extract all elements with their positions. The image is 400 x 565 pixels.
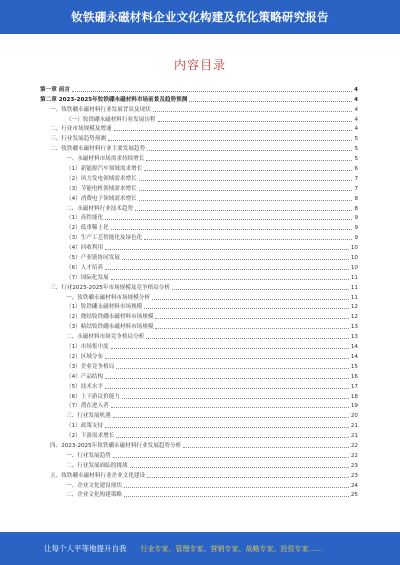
toc-page-number: 24 bbox=[350, 482, 358, 489]
toc-entry-text: （一）钕铁硼永磁材料行业发展历程 bbox=[66, 116, 156, 123]
toc-dot-leader bbox=[146, 160, 352, 161]
toc-page-number: 15 bbox=[350, 363, 358, 370]
toc-dot-leader bbox=[116, 368, 349, 369]
toc-entry[interactable] bbox=[40, 173, 358, 183]
toc-dot-leader bbox=[105, 249, 349, 250]
toc-dot-leader bbox=[113, 417, 349, 418]
toc-entry-text: （1）高性能化 bbox=[66, 215, 104, 222]
toc-dot-leader bbox=[113, 457, 349, 458]
toc-entry[interactable] bbox=[40, 401, 358, 411]
toc-list bbox=[40, 84, 358, 499]
toc-entry[interactable] bbox=[40, 381, 358, 391]
toc-dot-leader bbox=[122, 259, 349, 260]
toc-page-number: 8 bbox=[354, 195, 358, 202]
toc-dot-leader bbox=[124, 496, 349, 497]
toc-entry-text: 四、2023-2025年钕铁硼永磁材料行业发展趋势分析 bbox=[50, 442, 182, 449]
toc-entry-text: （2）下游需求增长 bbox=[66, 433, 115, 440]
toc-page-number: 23 bbox=[350, 462, 358, 469]
toc-entry[interactable] bbox=[40, 124, 358, 134]
toc-page-number: 19 bbox=[350, 403, 358, 410]
toc-entry[interactable] bbox=[40, 272, 358, 282]
toc-entry-text: （2）低重稀土化 bbox=[66, 225, 109, 232]
toc-dot-leader bbox=[105, 427, 349, 428]
toc-entry-text: 第二章 2023-2025年钕铁硼永磁材料市场前景及趋势预测 bbox=[40, 96, 188, 103]
toc-entry-text: （1）钕铁硼永磁材料市场规模 bbox=[66, 304, 143, 311]
toc-entry[interactable] bbox=[40, 410, 358, 420]
toc-page-number: 22 bbox=[350, 452, 358, 459]
toc-entry-text: （1）市场集中度 bbox=[66, 344, 109, 351]
toc-entry-text: 一、钕铁硼永磁材料行业发展背景及现状 bbox=[50, 106, 151, 113]
toc-page-number: 12 bbox=[350, 314, 358, 321]
toc-entry-text: （5）产业链协同发展 bbox=[66, 255, 120, 262]
toc-dot-leader bbox=[183, 447, 349, 448]
toc-entry[interactable] bbox=[40, 242, 358, 252]
toc-dot-leader bbox=[105, 358, 349, 359]
toc-page-number: 11 bbox=[350, 294, 358, 301]
toc-dot-leader bbox=[189, 101, 352, 102]
toc-page-number: 5 bbox=[354, 146, 358, 153]
toc-entry[interactable] bbox=[40, 341, 358, 351]
toc-entry[interactable] bbox=[40, 490, 358, 500]
toc-page-number: 9 bbox=[354, 225, 358, 232]
toc-entry[interactable] bbox=[40, 114, 358, 124]
toc-entry-text: 五、钕铁硼永磁材料行业企业文化建设 bbox=[50, 472, 146, 479]
toc-heading: 内容目录 bbox=[173, 58, 226, 72]
toc-dot-leader bbox=[155, 318, 348, 319]
toc-dot-leader bbox=[147, 150, 352, 151]
toc-entry-text: 三、行业发展趋势预测 bbox=[50, 136, 106, 143]
toc-entry[interactable] bbox=[40, 262, 358, 272]
toc-entry-text: （6）人才培养 bbox=[66, 264, 104, 271]
toc-page-number: 8 bbox=[354, 205, 358, 212]
toc-entry[interactable] bbox=[40, 302, 358, 312]
toc-entry[interactable] bbox=[40, 420, 358, 430]
toc-entry[interactable] bbox=[40, 94, 358, 104]
toc-page-number: 21 bbox=[350, 423, 358, 430]
toc-dot-leader bbox=[105, 388, 349, 389]
toc-entry-text: 一、永磁材料市场需求持续增长 bbox=[66, 156, 145, 163]
toc-entry[interactable] bbox=[40, 311, 358, 321]
toc-dot-leader bbox=[139, 190, 353, 191]
toc-dot-leader bbox=[144, 239, 352, 240]
toc-entry-text: 二、企业文化构建策略 bbox=[66, 492, 122, 499]
toc-dot-leader bbox=[105, 269, 349, 270]
toc-dot-leader bbox=[155, 328, 348, 329]
toc-page-number: 14 bbox=[350, 344, 358, 351]
toc-page-number: 4 bbox=[354, 86, 358, 93]
toc-entry-text: （3）节能电机领域需求增长 bbox=[66, 185, 137, 192]
toc-entry-text: （1）新能源汽车领域需求增长 bbox=[66, 166, 143, 173]
header-bar bbox=[0, 0, 400, 34]
toc-dot-leader bbox=[116, 437, 349, 438]
toc-page-number: 4 bbox=[354, 106, 358, 113]
toc-entry-text: 第一章 前言 bbox=[40, 86, 70, 93]
toc-page-number: 13 bbox=[350, 334, 358, 341]
toc-dot-leader bbox=[111, 407, 349, 408]
toc-page-number: 18 bbox=[350, 393, 358, 400]
footer-slogan: 让每个人平等地提升自我 bbox=[44, 544, 127, 553]
toc-entry-text: （4）回收利用 bbox=[66, 245, 104, 252]
toc-dot-leader bbox=[153, 111, 353, 112]
report-title: 钕铁硼永磁材料企业文化构建及优化策略研究报告 bbox=[71, 10, 329, 24]
toc-entry-text: （3）粘结钕铁硼永磁材料市场规模 bbox=[66, 324, 154, 331]
toc-entry-text: （5）技术水平 bbox=[66, 383, 104, 390]
toc-page-number: 5 bbox=[354, 136, 358, 143]
toc-entry-text: （2）风力发电领域需求增长 bbox=[66, 175, 137, 182]
toc-entry[interactable] bbox=[40, 143, 358, 153]
toc-entry-text: 三、行业发展机遇 bbox=[66, 413, 111, 420]
toc-page-number: 12 bbox=[350, 304, 358, 311]
toc-entry[interactable] bbox=[40, 371, 358, 381]
toc-dot-leader bbox=[139, 200, 353, 201]
toc-entry[interactable] bbox=[40, 153, 358, 163]
toc-entry-text: （7）国际化发展 bbox=[66, 274, 109, 281]
toc-entry[interactable] bbox=[40, 203, 358, 213]
toc-entry-text: （2）区域分布 bbox=[66, 353, 104, 360]
toc-entry[interactable] bbox=[40, 480, 358, 490]
toc-page-number: 16 bbox=[350, 373, 358, 380]
toc-page-number: 11 bbox=[350, 274, 358, 281]
toc-dot-leader bbox=[158, 121, 353, 122]
toc-entry-text: （4）产品结构 bbox=[66, 373, 104, 380]
toc-page-number: 20 bbox=[350, 413, 358, 420]
toc-entry-text: 二、钕铁硼永磁材料行业主要发展趋势 bbox=[50, 146, 146, 153]
toc-dot-leader bbox=[111, 229, 353, 230]
toc-entry-text: 一、行业发展趋势 bbox=[66, 452, 111, 459]
toc-entry-text: 一、企业文化建设现状 bbox=[66, 482, 122, 489]
toc-entry[interactable] bbox=[40, 450, 358, 460]
toc-entry-text: （3）企业竞争格局 bbox=[66, 363, 115, 370]
toc-page-number: 7 bbox=[354, 175, 358, 182]
toc-page-number: 14 bbox=[350, 353, 358, 360]
toc-page-number: 4 bbox=[354, 96, 358, 103]
toc-entry-text: （7）潜在进入者 bbox=[66, 403, 109, 410]
toc-entry-text: （2）烧结钕铁硼永磁材料市场规模 bbox=[66, 314, 154, 321]
toc-dot-leader bbox=[105, 219, 352, 220]
toc-dot-leader bbox=[111, 348, 349, 349]
toc-dot-leader bbox=[105, 378, 349, 379]
toc-entry-text: 二、行业市场规模及增速 bbox=[50, 126, 112, 133]
toc-page-number: 13 bbox=[350, 324, 358, 331]
toc-entry[interactable] bbox=[40, 331, 358, 341]
toc-dot-leader bbox=[111, 279, 349, 280]
toc-page-number: 9 bbox=[354, 215, 358, 222]
toc-page-number: 10 bbox=[350, 245, 358, 252]
toc-dot-leader bbox=[122, 398, 349, 399]
toc-entry-text: （4）消费电子领域需求增长 bbox=[66, 195, 137, 202]
toc-page-number: 22 bbox=[350, 442, 358, 449]
toc-entry-text: （1）政策支持 bbox=[66, 423, 104, 430]
toc-dot-leader bbox=[172, 289, 349, 290]
toc-dot-leader bbox=[124, 487, 349, 488]
toc-dot-leader bbox=[108, 140, 352, 141]
toc-entry[interactable] bbox=[40, 163, 358, 173]
toc-entry[interactable] bbox=[40, 104, 358, 114]
toc-entry[interactable] bbox=[40, 470, 358, 480]
toc-page-number: 4 bbox=[354, 126, 358, 133]
toc-entry-text: 二、行业发展面临的挑战 bbox=[66, 462, 128, 469]
toc-dot-leader bbox=[147, 477, 349, 478]
toc-page-number: 21 bbox=[350, 433, 358, 440]
toc-page-number: 9 bbox=[354, 235, 358, 242]
toc-page-number: 7 bbox=[354, 185, 358, 192]
toc-entry-text: （3）生产工艺智能化及绿色化 bbox=[66, 235, 143, 242]
toc-entry[interactable] bbox=[40, 84, 358, 94]
toc-entry[interactable] bbox=[40, 460, 358, 470]
toc-entry[interactable] bbox=[40, 391, 358, 401]
toc-page-number: 6 bbox=[354, 166, 358, 173]
toc-dot-leader bbox=[144, 170, 352, 171]
toc-entry[interactable] bbox=[40, 282, 358, 292]
toc-dot-leader bbox=[139, 180, 353, 181]
toc-dot-leader bbox=[144, 308, 349, 309]
toc-entry[interactable] bbox=[40, 222, 358, 232]
toc-entry[interactable] bbox=[40, 213, 358, 223]
toc-dot-leader bbox=[114, 130, 353, 131]
toc-entry[interactable] bbox=[40, 361, 358, 371]
toc-entry-text: 一、钕铁硼永磁材料市场规模分析 bbox=[66, 294, 150, 301]
toc-page-number: 10 bbox=[350, 255, 358, 262]
toc-entry-text: 二、永磁材料市场竞争格局分析 bbox=[66, 334, 145, 341]
toc-dot-leader bbox=[72, 91, 352, 92]
toc-entry[interactable] bbox=[40, 252, 358, 262]
toc-entry[interactable] bbox=[40, 292, 358, 302]
toc-dot-leader bbox=[146, 338, 349, 339]
toc-entry[interactable] bbox=[40, 430, 358, 440]
toc-entry[interactable] bbox=[40, 133, 358, 143]
toc-entry[interactable] bbox=[40, 183, 358, 193]
toc-dot-leader bbox=[152, 299, 349, 300]
toc-entry[interactable] bbox=[40, 321, 358, 331]
toc-page-number: 17 bbox=[350, 383, 358, 390]
toc-dot-leader bbox=[130, 467, 349, 468]
toc-entry[interactable] bbox=[40, 351, 358, 361]
toc-page-number: 23 bbox=[350, 472, 358, 479]
toc-page-number: 10 bbox=[350, 264, 358, 271]
toc-entry[interactable] bbox=[40, 440, 358, 450]
toc-entry-text: 二、永磁材料行业技术趋势 bbox=[66, 205, 134, 212]
toc-page-number: 4 bbox=[354, 116, 358, 123]
toc-dot-leader bbox=[135, 210, 352, 211]
toc-page-number: 5 bbox=[354, 156, 358, 163]
toc-entry-text: 三、行业2023-2025年市场规模及竞争格局分析 bbox=[50, 284, 170, 291]
toc-entry[interactable] bbox=[40, 232, 358, 242]
footer-roles: 行业专家、管理专家、营销专家、战略专家、投资专家…… bbox=[140, 544, 323, 553]
toc-page-number: 11 bbox=[350, 284, 358, 291]
toc-entry-text: （6）上下游议价能力 bbox=[66, 393, 120, 400]
footer-bar bbox=[0, 532, 400, 565]
toc-page-number: 25 bbox=[350, 492, 358, 499]
toc-entry[interactable] bbox=[40, 193, 358, 203]
